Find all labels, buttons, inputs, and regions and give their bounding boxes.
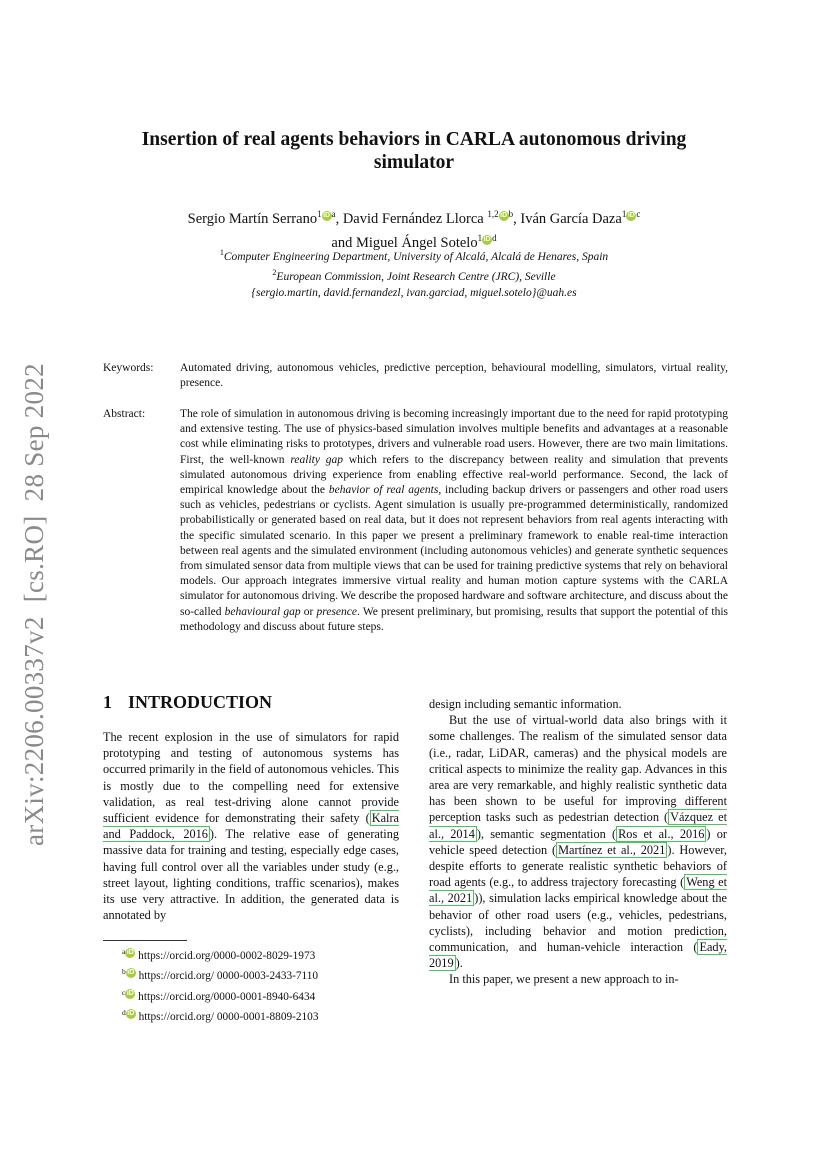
orcid-icon[interactable]: iD (483, 235, 491, 243)
citation-link[interactable]: Ros et al., 2016 (618, 826, 705, 841)
body-text: )), simulation lacks empirical knowledge about the behavior of other road users (e.g., vehicles, pedestrians, cyclists), including behavior and motion prediction, communication, and human-vehicle interaction ( (429, 891, 727, 955)
body-text: ), semantic segmentation ( (476, 826, 617, 841)
author-affil-sup: 1,2 (487, 209, 499, 219)
author-orcid-mark: a (331, 209, 336, 219)
body-text: ). (455, 956, 463, 971)
footnote-mark: a (122, 947, 126, 956)
body-text: The recent explosion in the use of simulators for rapid prototyping and testing of autonomous systems has occurred primarily in the field of autonomous vehicles. This is mostly due to the compelling need for extensive validation, as real test-driving alone cannot provide sufficient evidence for demonstrating their safety ( (103, 730, 399, 826)
footnote (122, 1005, 318, 1025)
author-orcid-mark: c (636, 209, 641, 219)
affiliation-text: European Commission, Joint Research Centre (JRC), Seville (276, 271, 556, 284)
affiliation-text: Computer Engineering Department, University of Alcalá, Alcalá de Henares, Spain (223, 250, 609, 263)
arxiv-identifier (10, 360, 54, 850)
abstract-label: Abstract: (103, 408, 146, 420)
author-name: Sergio Martín Serrano (187, 210, 318, 227)
affiliations (100, 245, 728, 301)
affiliation-2 (100, 265, 728, 285)
orcid-icon[interactable]: iD (323, 212, 331, 219)
abstract-span: . We present preliminary, but promising, results that support the potential of this methodology and discuss about future steps. (180, 605, 728, 633)
keywords-text: Automated driving, autonomous vehicles, predictive perception, behavioural modelling, simulators, virtual reality, presence. (180, 362, 728, 389)
section-heading (103, 692, 272, 713)
arxiv-identifier-text: arXiv:2206.00337v2 [cs.RO] 28 Sep 2022 (19, 363, 49, 846)
body-paragraph (429, 712, 727, 971)
footnote-mark: c (122, 987, 126, 997)
citation-link[interactable]: Eady, 2019 (429, 940, 727, 971)
orcid-icon[interactable]: iD (500, 212, 508, 219)
section-title: INTRODUCTION (128, 692, 273, 712)
footnote (122, 985, 318, 1005)
footnote-url[interactable]: https://orcid.org/0000-0002-8029-1973 (138, 949, 316, 962)
footnote-mark: b (122, 967, 126, 977)
keywords-label: Keywords: (103, 362, 154, 374)
author-affil-sup: 1 (317, 209, 322, 219)
author-affil-sup: 1 (621, 209, 627, 219)
body-text: But the use of virtual-world data also brings with it some challenges. The realism of the simulated sensor data (i.e., radar, LiDAR, cameras) and the physical models are critical aspects to minimize the reality gap. Advances in this area are very remarkable, and highly realistic synthetic data has been shown to be useful for improving different perception tasks such as pedestrian detection ( (429, 713, 727, 825)
section-number: 1 (103, 692, 112, 712)
abstract-span: or (300, 605, 317, 618)
orcid-icon[interactable]: iD (627, 212, 635, 219)
body-right-column (429, 696, 727, 988)
orcid-icon[interactable]: iD (126, 989, 134, 997)
footnote-rule (103, 940, 187, 941)
footnote-mark: d (122, 1007, 126, 1017)
orcid-icon[interactable]: iD (127, 969, 135, 977)
body-text: ). The relative ease of generating massive data for training and testing, especially edge cases, having full control over all the variables under study (e.g., street layout, lighting conditions, traffic scenarios), makes its use very attractive. In addition, the generated data is annotated by (103, 827, 400, 923)
author-orcid-mark: d (492, 232, 497, 243)
abstract-italic: reality gap (290, 453, 343, 466)
title-line-2: simulator (373, 152, 455, 173)
author-name: and Miguel Ángel Sotelo (331, 234, 478, 251)
abstract-italic: presence (316, 605, 357, 618)
footnote (122, 964, 318, 984)
abstract-italic: behavior of real agents (328, 484, 439, 497)
abstract-span: The role of simulation in autonomous driving is becoming increasingly important due to the need for rapid prototyping and extensive testing. The use of physics-based simulation involves multiple benefits and advantages at a reasonable cost while eliminating risks to prototypes, drivers and vulnerable road users. However, there are two main limitations. First, the well-known (180, 408, 728, 466)
body-left-column (103, 729, 399, 923)
body-text: design including semantic information. (429, 697, 622, 711)
citation-link[interactable]: Vázquez et al., 2014 (429, 810, 727, 841)
orcid-icon[interactable]: iD (126, 949, 134, 956)
paper-title (100, 128, 728, 174)
author-name: David Fernández Llorca (342, 210, 484, 227)
author-emails: {sergio.martin, david.fernandezl, ivan.garciad, miguel.sotelo}@uah.es (251, 286, 577, 299)
affiliation-number: 1 (219, 248, 224, 257)
author-line-1: Sergio Martín Serrano$^1$ iD $^a$, David Fernández Llorca $^{1,2}$ iD $^b$, Iván García Daza$^1$ iD $^c$ (187, 209, 641, 227)
author-affil-sup: 1 (477, 232, 483, 243)
abstract-italic: behavioural gap (224, 605, 301, 618)
citation-link[interactable]: Martínez et al., 2021 (558, 842, 666, 857)
author-orcid-mark: b (508, 209, 514, 219)
arxiv-identifier-svg (10, 360, 54, 850)
body-text: ). However, despite efforts to generate realistic synthetic behaviors of road agents (e.g., to address trajectory forecasting ( (429, 842, 727, 890)
abstract-text (180, 407, 728, 635)
abstract-span: which refers to the discrepancy between reality and simulation that prevents simulated autonomous driving experience from enabling effective real-world performance. Second, the lack of empirical knowledge about the (180, 453, 728, 497)
citation-link[interactable]: Kalra and Paddock, 2016 (103, 811, 399, 842)
body-paragraph: In this paper, we present a new approach to in- (449, 972, 679, 987)
abstract-block (103, 407, 728, 635)
affiliation-1 (100, 245, 728, 265)
affiliation-number: 2 (272, 268, 277, 278)
footnote-url[interactable]: https://orcid.org/ 0000-0001-8809-2103 (138, 1010, 319, 1023)
footnote (122, 944, 318, 964)
citation-link[interactable]: Weng et al., 2021 (429, 875, 728, 906)
footnote-url[interactable]: https://orcid.org/ 0000-0003-2433-7110 (138, 970, 319, 983)
body-text: ) or vehicle speed detection ( (429, 826, 727, 857)
title-line-1: Insertion of real agents behaviors in CARLA autonomous driving (141, 129, 687, 150)
abstract-span: , including backup drivers or passengers and other road users such as vehicles, pedestrians or cyclists. Agent simulation is usually pre-programmed deterministically, randomized probabilistically or generated based on real data, but it does not represent behaviors from real agents interacting with the specific simulated scenario. In this paper we present a preliminary framework to enable real-time interaction between real agents and the simulated environment (including autonomous vehicles) and generate synthetic sequences from simulated sensor data from multiple views that can be used for training predictive systems that rely on behavioral models. Our approach integrates immersive virtual reality and human motion capture systems with the CARLA simulator for autonomous driving. We describe the proposed hardware and software architecture, and discuss about the so-called (180, 484, 729, 618)
keywords-block (103, 361, 728, 391)
orcid-icon[interactable]: iD (127, 1009, 135, 1017)
footnotes (122, 944, 318, 1025)
footnote-url[interactable]: https://orcid.org/0000-0001-8940-6434 (138, 990, 316, 1003)
author-name: Iván García Daza (520, 210, 622, 227)
